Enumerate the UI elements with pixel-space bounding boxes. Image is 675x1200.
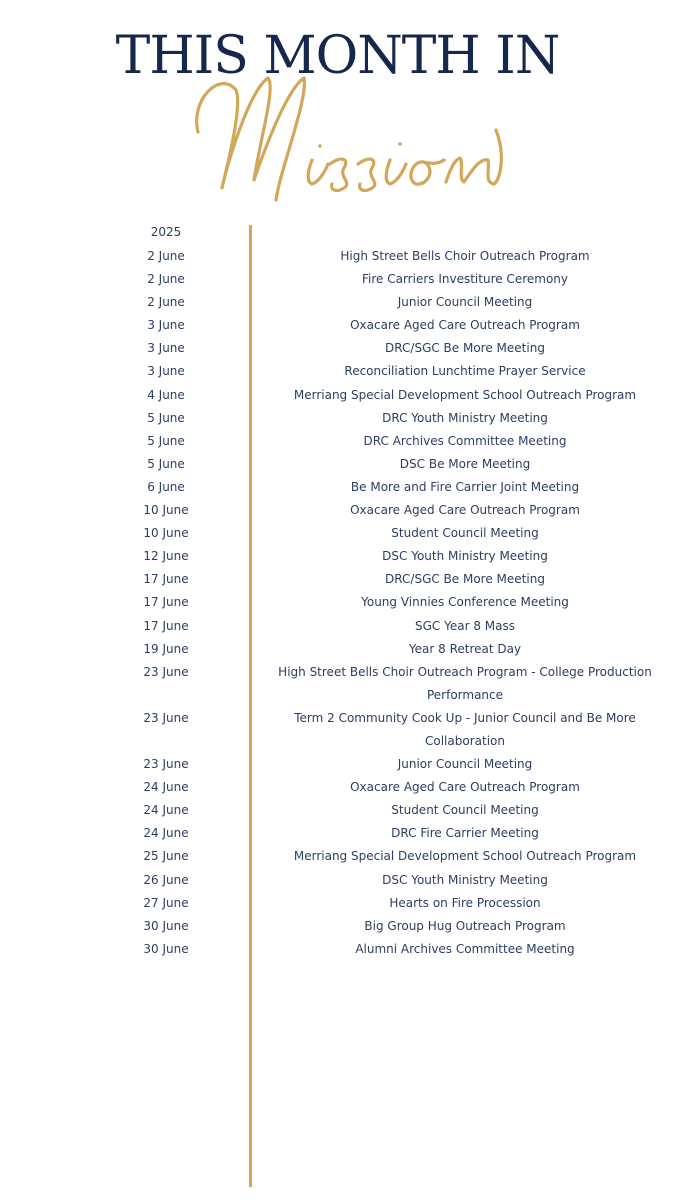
event-row xyxy=(0,499,675,522)
event-row xyxy=(0,776,675,799)
event-row xyxy=(0,430,675,453)
event-date: 2 June xyxy=(147,295,185,310)
event-row xyxy=(0,268,675,291)
event-date: 25 June xyxy=(143,849,189,864)
event-date: 6 June xyxy=(147,479,185,494)
event-row xyxy=(0,360,675,383)
event-list xyxy=(0,245,675,961)
event-row xyxy=(0,845,675,868)
event-row xyxy=(0,245,675,268)
event-name: Oxacare Aged Care Outreach Program xyxy=(350,503,580,518)
event-row xyxy=(0,822,675,845)
event-date: 24 June xyxy=(143,826,189,841)
event-name: Young Vinnies Conference Meeting xyxy=(361,595,569,610)
event-name: Junior Council Meeting xyxy=(397,757,533,772)
event-name: DSC Youth Ministry Meeting xyxy=(382,872,548,887)
event-row xyxy=(0,407,675,430)
event-date: 3 June xyxy=(147,364,185,379)
event-date: 23 June xyxy=(143,757,189,772)
event-name: DRC Archives Committee Meeting xyxy=(363,433,567,448)
event-name: DRC/SGC Be More Meeting xyxy=(385,572,545,587)
event-name: Be More and Fire Carrier Joint Meeting xyxy=(350,479,580,494)
event-row xyxy=(0,615,675,638)
event-row xyxy=(0,799,675,822)
event-row xyxy=(0,522,675,545)
event-row xyxy=(0,591,675,614)
event-row xyxy=(0,568,675,591)
event-row xyxy=(0,915,675,938)
event-date: 30 June xyxy=(143,918,189,933)
event-row xyxy=(0,938,675,961)
event-name: DSC Be More Meeting xyxy=(399,456,531,471)
event-name: Student Council Meeting xyxy=(391,526,539,541)
event-date: 5 June xyxy=(147,456,185,471)
event-row xyxy=(0,384,675,407)
event-date: 24 June xyxy=(143,803,189,818)
event-name: Alumni Archives Committee Meeting xyxy=(355,941,575,956)
event-row xyxy=(0,314,675,337)
event-date: 5 June xyxy=(147,410,185,425)
event-date: 2 June xyxy=(147,272,185,287)
event-date: 17 June xyxy=(143,618,189,633)
event-row xyxy=(0,753,675,776)
event-name: Fire Carriers Investiture Ceremony xyxy=(362,272,568,287)
event-date: 26 June xyxy=(143,872,189,887)
event-name: Hearts on Fire Procession xyxy=(389,895,541,910)
event-name: Reconciliation Lunchtime Prayer Service xyxy=(344,364,586,379)
event-row xyxy=(0,869,675,892)
event-date: 17 June xyxy=(143,572,189,587)
event-name: High Street Bells Choir Outreach Program xyxy=(340,249,590,263)
event-name: SGC Year 8 Mass xyxy=(415,618,515,633)
event-date: 17 June xyxy=(143,595,189,610)
event-date: 30 June xyxy=(143,941,189,956)
event-row xyxy=(0,476,675,499)
event-date: 12 June xyxy=(143,549,189,564)
event-date: 10 June xyxy=(143,503,189,518)
event-date: 23 June xyxy=(143,710,189,725)
event-row xyxy=(0,661,675,707)
event-name: High Street Bells Choir Outreach Program - College Production Performance xyxy=(278,664,652,702)
event-date: 19 June xyxy=(143,641,189,656)
event-date: 27 June xyxy=(143,895,189,910)
event-row xyxy=(0,892,675,915)
event-row xyxy=(0,337,675,360)
event-date: 24 June xyxy=(143,780,189,795)
mission-script-graphic xyxy=(180,60,520,210)
event-name: Term 2 Community Cook Up - Junior Council and Be More Collaboration xyxy=(294,710,636,748)
event-name: Oxacare Aged Care Outreach Program xyxy=(350,318,580,333)
page-title: THIS MONTH IN xyxy=(115,26,560,86)
event-date: 3 June xyxy=(147,318,185,333)
event-name: Merriang Special Development School Outreach Program xyxy=(293,849,637,864)
event-name: DRC/SGC Be More Meeting xyxy=(385,341,545,356)
event-name: DSC Youth Ministry Meeting xyxy=(382,549,548,564)
event-name: Student Council Meeting xyxy=(391,803,539,818)
event-date: 2 June xyxy=(147,249,185,263)
event-row xyxy=(0,291,675,314)
event-name: DRC Fire Carrier Meeting xyxy=(391,826,539,841)
year-label: 2025 xyxy=(150,225,182,239)
event-date: 3 June xyxy=(147,341,185,356)
mission-script-word xyxy=(180,60,520,210)
event-row xyxy=(0,453,675,476)
event-name: DRC Youth Ministry Meeting xyxy=(382,410,548,425)
event-row xyxy=(0,545,675,568)
event-date: 23 June xyxy=(143,664,189,679)
event-date: 5 June xyxy=(147,433,185,448)
event-name: Junior Council Meeting xyxy=(397,295,533,310)
event-name: Oxacare Aged Care Outreach Program xyxy=(350,780,580,795)
event-date: 10 June xyxy=(143,526,189,541)
event-date: 4 June xyxy=(147,387,185,402)
event-name: Year 8 Retreat Day xyxy=(408,641,522,656)
event-row xyxy=(0,707,675,753)
event-name: Merriang Special Development School Outreach Program xyxy=(293,387,637,402)
event-name: Big Group Hug Outreach Program xyxy=(364,918,566,933)
event-row xyxy=(0,638,675,661)
